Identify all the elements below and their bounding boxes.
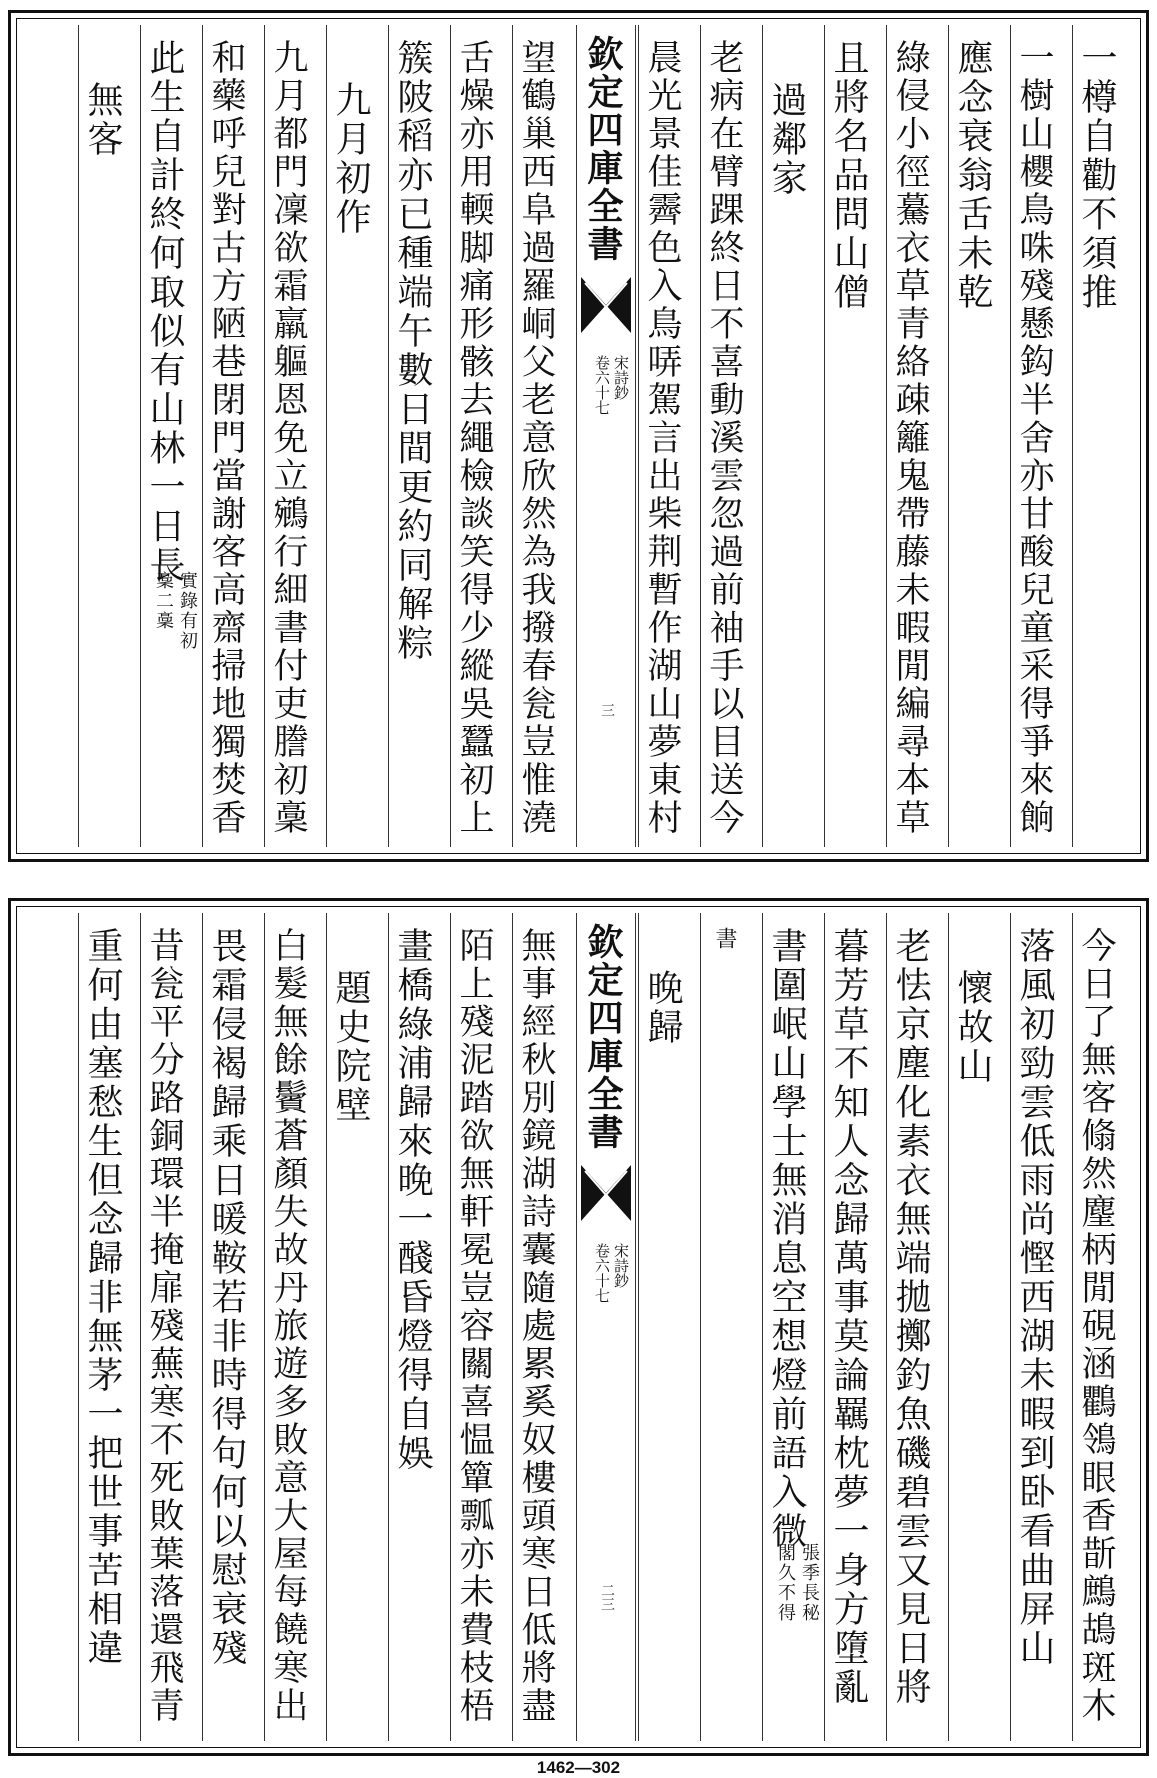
verse-line: 晨光景佳霽色入鳥哢駕言出柴荆暫作湖山夢東村	[642, 39, 682, 837]
spine-title: 欽定四庫全書	[582, 35, 624, 263]
verse-line: 望鶴巢西阜過羅峒父老意欣然為我撥春瓮豈惟澆	[516, 39, 556, 837]
verse-line: 綠侵小徑驀衣草青絡疎籬鬼帶藤未暇閒編尋本草	[890, 39, 930, 837]
verse-line: 老病在臂踝終日不喜動溪雲忽過前袖手以目送今	[704, 39, 744, 837]
text-column	[512, 25, 574, 847]
text-column	[264, 25, 326, 847]
text-column	[140, 913, 202, 1741]
verse-line: 此生自計終何取似有山林一日長	[144, 39, 185, 585]
verse-line: 一樽自勸不須推	[1076, 39, 1117, 312]
fish-tail-mark-icon	[579, 275, 633, 335]
text-column	[1072, 25, 1134, 847]
verse-line: 落風初勁雲低雨尚慳西湖未暇到卧看曲屏山	[1014, 927, 1055, 1668]
volume-book: 宋詩鈔	[612, 355, 630, 400]
text-column	[948, 25, 1010, 847]
page-number: 1462—302	[536, 1758, 621, 1777]
bottom-page-panel	[8, 898, 1149, 1756]
text-column	[886, 913, 948, 1741]
text-column	[450, 913, 512, 1741]
text-column	[78, 913, 140, 1741]
text-column	[202, 25, 264, 847]
poem-title: 無客	[82, 81, 123, 159]
text-column	[762, 913, 824, 1741]
text-column	[388, 25, 450, 847]
note-line: 張季長秘	[799, 1543, 820, 1623]
volume-number: 卷六十七	[593, 355, 611, 415]
text-column	[450, 25, 512, 847]
spine-column	[576, 913, 636, 1741]
verse-line: 白髮無餘鬢蒼顏失故丹旅遊多敗意大屋每饒寒出	[268, 927, 308, 1725]
text-column	[78, 25, 140, 847]
poem-title: 晚歸	[642, 969, 683, 1047]
verse-line: 且將名品問山僧	[828, 39, 869, 312]
text-column	[824, 25, 886, 847]
leaf-number: 二三	[599, 1583, 615, 1611]
verse-line: 今日了無客翛然麈柄閒硯涵鸜鴒眼香斮鷓鴣斑木	[1076, 927, 1116, 1725]
verse-line: 無事經秋別鏡湖詩囊隨處累奚奴樓頭寒日低將盡	[516, 927, 556, 1725]
poem-title: 過鄰家	[766, 81, 807, 198]
note-line: 實錄有初	[177, 571, 198, 651]
fish-tail-mark-icon	[579, 1163, 633, 1223]
text-column	[886, 25, 948, 847]
verse-line: 畫橋綠浦歸來晚一醆昏燈得自娛	[392, 927, 433, 1473]
text-column	[762, 25, 824, 847]
bottom-columns	[23, 913, 1134, 1741]
top-columns	[23, 25, 1134, 847]
text-column	[202, 913, 264, 1741]
verse-line: 一樹山櫻鳥咮殘懸鈎半舍亦甘酸兒童采得爭來餉	[1014, 39, 1054, 837]
note-line: 閣久不得	[775, 1543, 796, 1623]
verse-line: 陌上殘泥踏欲無軒冕豈容關喜愠簞瓢亦未費枝梧	[454, 927, 494, 1725]
verse-line: 老怯京塵化素衣無端拋擲釣魚磯碧雲又見日將	[890, 927, 931, 1707]
poem-title: 懷故山	[952, 969, 993, 1086]
verse-line: 昔瓮平分路銅環半掩扉殘蕪寒不死敗葉落還飛青	[144, 927, 184, 1725]
verse-line: 應念衰翁舌未乾	[952, 39, 993, 312]
text-column	[388, 913, 450, 1741]
text-column	[1072, 913, 1134, 1741]
text-column	[264, 913, 326, 1741]
text-column	[638, 913, 700, 1741]
verse-line: 書圍岷山學士無消息空想燈前語入微	[766, 927, 807, 1551]
text-column	[948, 913, 1010, 1741]
text-column	[326, 25, 388, 847]
leaf-number: 三	[599, 703, 615, 717]
text-column	[140, 25, 202, 847]
text-column	[824, 913, 886, 1741]
verse-line: 重何由塞愁生但念歸非無茅一把世事苦相違	[82, 927, 123, 1668]
text-column	[512, 913, 574, 1741]
verse-line: 九月都門凜欲霜羸軀恩免立鵷行細書付吏謄初稾	[268, 39, 308, 837]
text-column	[1010, 25, 1072, 847]
verse-line: 舌燥亦用輭脚痛形骸去繩檢談笑得少縱吳蠶初上	[454, 39, 494, 837]
text-column	[700, 913, 762, 1741]
top-page-panel	[8, 10, 1149, 862]
verse-line: 暮芳草不知人念歸萬事莫論羈枕夢一身方墮亂	[828, 927, 869, 1707]
verse-line: 畏霜侵褐歸乘日暖鞍若非時得句何以慰衰殘	[206, 927, 247, 1668]
spine-column	[576, 25, 636, 847]
text-column	[700, 25, 762, 847]
verse-line: 簇陂稻亦已種端午數日間更約同解粽	[392, 39, 433, 663]
text-column	[638, 25, 700, 847]
note-line: 稾二稾	[153, 571, 174, 631]
spine-title: 欽定四庫全書	[582, 923, 624, 1151]
poem-title: 九月初作	[330, 81, 371, 237]
volume-number: 卷六十七	[593, 1243, 611, 1303]
verse-line: 書	[712, 927, 737, 952]
poem-title: 題史院壁	[330, 969, 371, 1125]
text-column	[1010, 913, 1072, 1741]
text-column	[326, 913, 388, 1741]
volume-book: 宋詩鈔	[612, 1243, 630, 1288]
verse-line: 和藥呼兒對古方陋巷閉門當謝客高齋掃地獨焚香	[206, 39, 246, 837]
